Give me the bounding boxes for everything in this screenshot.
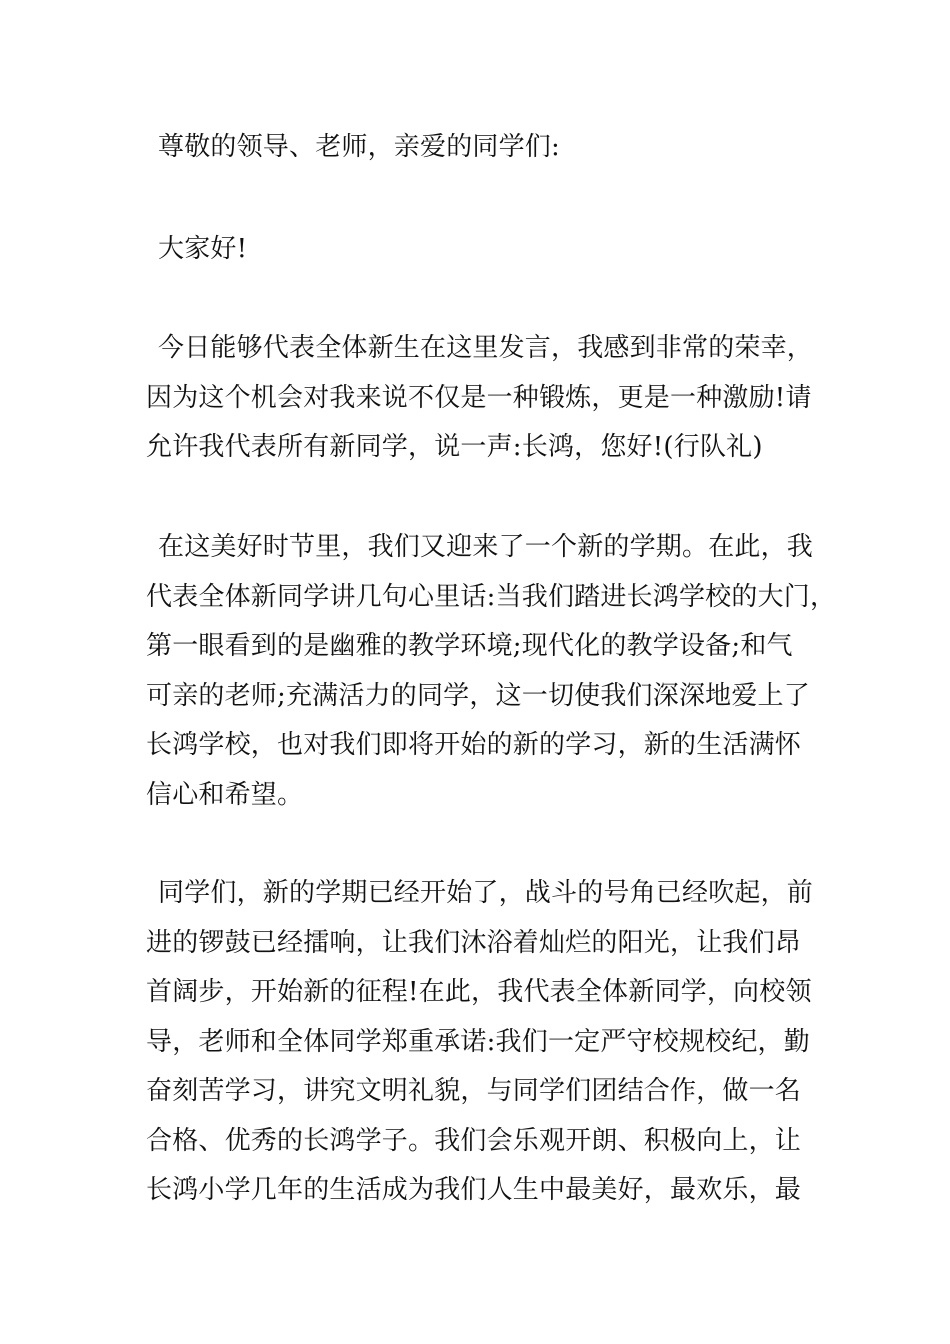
paragraph-1 [146,324,826,473]
paragraph-2-line: 代表全体新同学讲几句心里话:当我们踏进长鸿学校的大门， [146,581,837,612]
paragraph-2-line: 可亲的老师;充满活力的同学，这一切使我们深深地爱上了 [146,680,810,711]
paragraph-1-line: 因为这个机会对我来说不仅是一种锻炼，更是一种激励!请 [146,382,812,413]
greeting-line: 大家好! [158,234,248,264]
paragraph-2-line: 在这美好时节里，我们又迎来了一个新的学期。在此，我 [158,532,814,562]
paragraph-3-line: 合格、优秀的长鸿学子。我们会乐观开朗、积极向上，让 [146,1125,802,1156]
salutation-line: 尊敬的领导、老师，亲爱的同学们: [158,132,560,162]
salutation-paragraph [146,123,826,173]
paragraph-1-line: 允许我代表所有新同学，说一声:长鸿，您好!(行队礼) [146,432,763,462]
paragraph-1-line: 今日能够代表全体新生在这里发言，我感到非常的荣幸， [158,333,814,363]
greeting-paragraph [146,225,826,275]
paragraph-2-line: 长鸿学校，也对我们即将开始的新的学习，新的生活满怀 [146,730,802,760]
paragraph-3-line: 首阔步，开始新的征程!在此，我代表全体新同学，向校领 [146,977,812,1007]
paragraph-3-line: 奋刻苦学习，讲究文明礼貌，与同学们团结合作，做一名 [146,1076,802,1106]
paragraph-2-line: 第一眼看到的是幽雅的教学环境;现代化的教学设备;和气 [146,631,793,661]
paragraph-2-line: 信心和希望。 [146,779,304,810]
paragraph-2 [146,523,837,820]
paragraph-3-line: 长鸿小学几年的生活成为我们人生中最美好，最欢乐，最 [146,1175,802,1205]
paragraph-3 [146,869,826,1216]
paragraph-3-line: 进的锣鼓已经擂响，让我们沐浴着灿烂的阳光，让我们昂 [146,927,802,958]
paragraph-3-line: 同学们，新的学期已经开始了，战斗的号角已经吹起，前 [158,878,814,908]
paragraph-3-line: 导，老师和全体同学郑重承诺:我们一定严守校规校纪，勤 [146,1026,810,1057]
